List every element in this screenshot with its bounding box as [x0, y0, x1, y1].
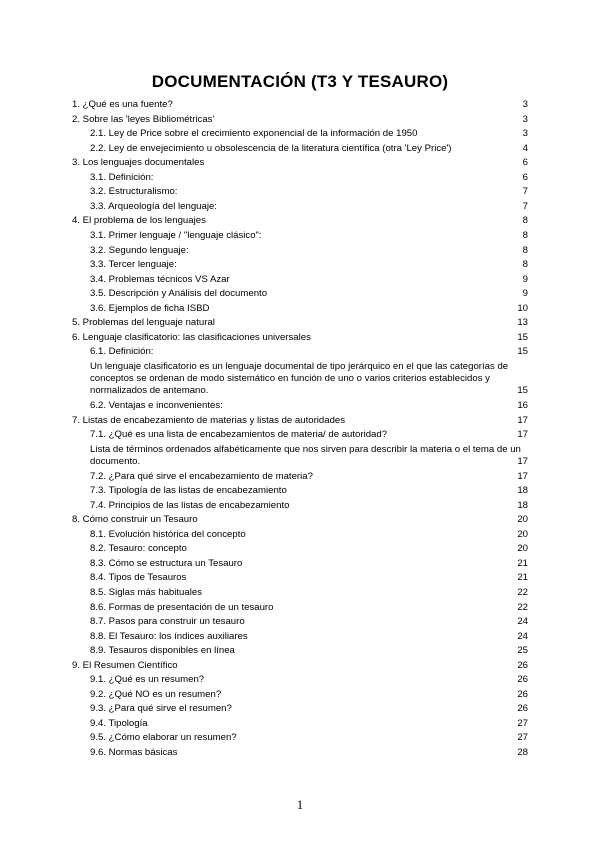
toc-entry-text: 9. El Resumen Científico [72, 659, 178, 671]
toc-entry-text: 8.6. Formas de presentación de un tesauro [90, 601, 274, 613]
toc-entry-page: 24 [517, 630, 528, 642]
toc-entry[interactable] [0, 645, 600, 657]
toc-entry-page: 6 [522, 157, 528, 169]
toc-entry-text: 1. ¿Qué es una fuente? [72, 99, 173, 110]
document-title: DOCUMENTACIÓN (T3 Y TESAURO) [151, 72, 449, 91]
toc-entry-text: 7.4. Principios de las listas de encabezamiento [90, 499, 290, 511]
toc-entry[interactable] [0, 259, 600, 271]
toc-entry[interactable] [0, 514, 600, 526]
toc-entry-text: 7.2. ¿Para qué sirve el encabezamiento de materia? [90, 470, 313, 482]
toc-entry-text: 3.1. Definición: [90, 171, 154, 183]
toc-entry[interactable] [0, 128, 600, 140]
toc-entry-page: 22 [517, 601, 528, 613]
toc-entry-page: 8 [522, 229, 528, 241]
toc-entry[interactable] [0, 186, 600, 198]
toc-entry-text: 6.2. Ventajas e inconvenientes: [90, 400, 223, 412]
toc-entry-page: 25 [517, 645, 528, 657]
toc-entry[interactable] [0, 172, 600, 184]
toc-entry-text: 8.8. El Tesauro: los índices auxiliares [90, 630, 248, 642]
toc-entry[interactable] [0, 485, 600, 497]
toc-entry[interactable] [0, 602, 600, 614]
toc-entry-page: 4 [522, 142, 528, 154]
toc-entry[interactable] [0, 114, 600, 126]
toc-entry-text: 8.4. Tipos de Tesauros [90, 572, 187, 584]
toc-entry[interactable] [0, 201, 600, 213]
toc-entry-page: 18 [517, 499, 528, 511]
toc-entry[interactable] [0, 215, 600, 227]
toc-entry[interactable] [0, 332, 600, 344]
toc-entry-text: 8. Cómo construir un Tesauro [72, 514, 198, 526]
toc-entry-text: 4. El problema de los lenguajes [72, 215, 206, 227]
toc-entry-text: 2.2. Ley de envejecimiento u obsolescencia de la literatura científica (otra 'Ley Price') [90, 142, 452, 154]
toc-entry[interactable] [0, 317, 600, 329]
toc-entry-text: 7. Listas de encabezamiento de materias y listas de autoridades [72, 414, 346, 426]
toc-entry-page: 20 [517, 528, 528, 540]
toc-entry-text: 9.3. ¿Para qué sirve el resumen? [90, 703, 232, 715]
toc-entry-page: 15 [517, 346, 528, 358]
toc-entry-page: 27 [517, 732, 528, 744]
toc-entry[interactable] [0, 245, 600, 257]
toc-entry-page: 22 [517, 586, 528, 598]
toc-entry[interactable] [0, 674, 600, 686]
toc-entry-text: Un lenguaje clasificatorio es un lenguaje documental de tipo jerárquico en el que las categorías de conceptos se ordenan de modo sistemático en función de uno o varios criterios establecidos y normalizados de antemano. [90, 360, 509, 396]
toc-entry-text: 9.6. Normas básicas [90, 747, 178, 758]
toc-entry[interactable] [0, 230, 600, 242]
toc-entry-page: 21 [517, 557, 528, 569]
toc-entry-text: 3.3. Tercer lenguaje: [90, 259, 177, 271]
toc-entry-text: 8.5. Siglas más habituales [90, 586, 202, 598]
toc-entry-text: 7.1. ¿Qué es una lista de encabezamientos de materia/ de autoridad? [90, 429, 388, 441]
toc-entry-page: 3 [522, 113, 528, 125]
toc-entry-page: 26 [517, 688, 528, 700]
toc-entry-page: 8 [522, 259, 528, 271]
toc-entry[interactable] [0, 157, 600, 169]
toc-entry[interactable] [0, 631, 600, 643]
toc-entry-text: 8.3. Cómo se estructura un Tesauro [90, 557, 243, 569]
toc-entry-text: 3.1. Primer lenguaje / "lenguaje clásico": [90, 229, 262, 241]
toc-entry[interactable] [0, 616, 600, 628]
page-number: 1 [296, 797, 304, 812]
toc-entry[interactable] [0, 747, 600, 759]
toc-entry[interactable] [0, 471, 600, 483]
toc-entry-text: 2. Sobre las 'leyes Bibliométricas' [72, 113, 215, 125]
toc-entry-text: 8.2. Tesauro: concepto [90, 543, 187, 555]
toc-entry-text: 9.2. ¿Qué NO es un resumen? [90, 688, 222, 700]
toc-entry-page: 15 [517, 331, 528, 343]
toc-entry-text: 8.9. Tesauros disponibles en línea [90, 645, 235, 657]
toc-entry-text: 6.1. Definición: [90, 346, 154, 358]
toc-entry[interactable] [0, 718, 600, 730]
toc-entry[interactable] [0, 689, 600, 701]
toc-entry-page: 17 [517, 429, 528, 441]
toc-entry-page: 20 [517, 543, 528, 555]
toc-entry-text: Lista de términos ordenados alfabéticamente que nos sirven para describir la materia o el tema de un documento. [90, 443, 521, 467]
toc-entry-page: 21 [517, 572, 528, 584]
toc-entry-text: 9.5. ¿Cómo elaborar un resumen? [90, 732, 237, 744]
toc-entry-page: 16 [517, 400, 528, 412]
toc-entry[interactable] [0, 587, 600, 599]
toc-entry[interactable] [0, 429, 600, 441]
toc-entry-text: 2.1. Ley de Price sobre el crecimiento exponencial de la información de 1950 [90, 128, 418, 140]
toc-entry[interactable] [0, 415, 600, 427]
toc-entry[interactable] [0, 732, 600, 744]
toc-entry-text: 6. Lenguaje clasificatorio: las clasificaciones universales [72, 331, 311, 343]
toc-entry-text: 3.3. Arqueología del lenguaje: [90, 200, 217, 212]
toc-entry-text: 3.2. Estructuralismo: [90, 186, 178, 198]
toc-entry-page: 18 [517, 485, 528, 497]
toc-entry-text: 3.2. Segundo lenguaje: [90, 244, 189, 256]
toc-entry[interactable] [0, 500, 600, 512]
toc-entry-page: 9 [522, 288, 528, 300]
toc-entry[interactable] [0, 288, 600, 300]
toc-entry-page: 7 [522, 200, 528, 212]
toc-entry-text: 9.1. ¿Qué es un resumen? [90, 674, 205, 686]
toc-entry[interactable] [0, 274, 600, 286]
toc-entry-text: 8.1. Evolución histórica del concepto [90, 528, 246, 540]
toc-entry-text: 3.4. Problemas técnicos VS Azar [90, 273, 230, 285]
toc-entry[interactable] [0, 99, 600, 111]
toc-entry-page: 20 [517, 514, 528, 526]
toc-entry[interactable] [0, 558, 600, 570]
toc-entry-page: 24 [517, 616, 528, 628]
toc-entry-page: 10 [517, 302, 528, 314]
toc-entry-page: 28 [517, 747, 528, 758]
toc-entry-text: 3.5. Descripción y Análisis del documento [90, 288, 268, 300]
toc-entry[interactable] [0, 703, 600, 715]
toc-entry-text: 7.3. Tipología de las listas de encabezamiento [90, 485, 287, 497]
toc-entry-page: 17 [517, 455, 528, 467]
toc-entry-page: 3 [522, 128, 528, 140]
toc-entry-page: 26 [517, 659, 528, 671]
toc-entry[interactable] [0, 400, 600, 412]
toc-entry-text: 3.6. Ejemplos de ficha ISBD [90, 302, 210, 314]
toc-entry-page: 17 [517, 414, 528, 426]
toc-entry-page: 7 [522, 186, 528, 198]
toc-entry[interactable] [0, 572, 600, 584]
toc-entry[interactable] [0, 143, 600, 155]
toc-entry-page: 6 [522, 171, 528, 183]
toc-entry[interactable] [0, 660, 600, 672]
toc-description [0, 444, 600, 468]
toc-entry-page: 26 [517, 674, 528, 686]
toc-entry-page: 15 [517, 384, 528, 396]
toc-entry[interactable] [0, 346, 600, 358]
toc-entry-text: 5. Problemas del lenguaje natural [72, 317, 215, 329]
toc-entry-page: 26 [517, 703, 528, 715]
toc-entry-page: 27 [517, 717, 528, 729]
toc-entry[interactable] [0, 303, 600, 315]
toc-entry-page: 9 [522, 273, 528, 285]
toc-entry-text: 8.7. Pasos para construir un tesauro [90, 616, 245, 628]
toc-entry[interactable] [0, 529, 600, 541]
toc-entry-text: 3. Los lenguajes documentales [72, 157, 205, 169]
toc-entry-page: 8 [522, 244, 528, 256]
toc-entry-page: 17 [517, 470, 528, 482]
toc-description [0, 361, 600, 397]
toc-entry-page: 8 [522, 215, 528, 227]
toc-entry-page: 3 [522, 99, 528, 110]
toc-entry[interactable] [0, 543, 600, 555]
toc-entry-page: 13 [517, 317, 528, 329]
toc-entry-text: 9.4. Tipología [90, 717, 148, 729]
